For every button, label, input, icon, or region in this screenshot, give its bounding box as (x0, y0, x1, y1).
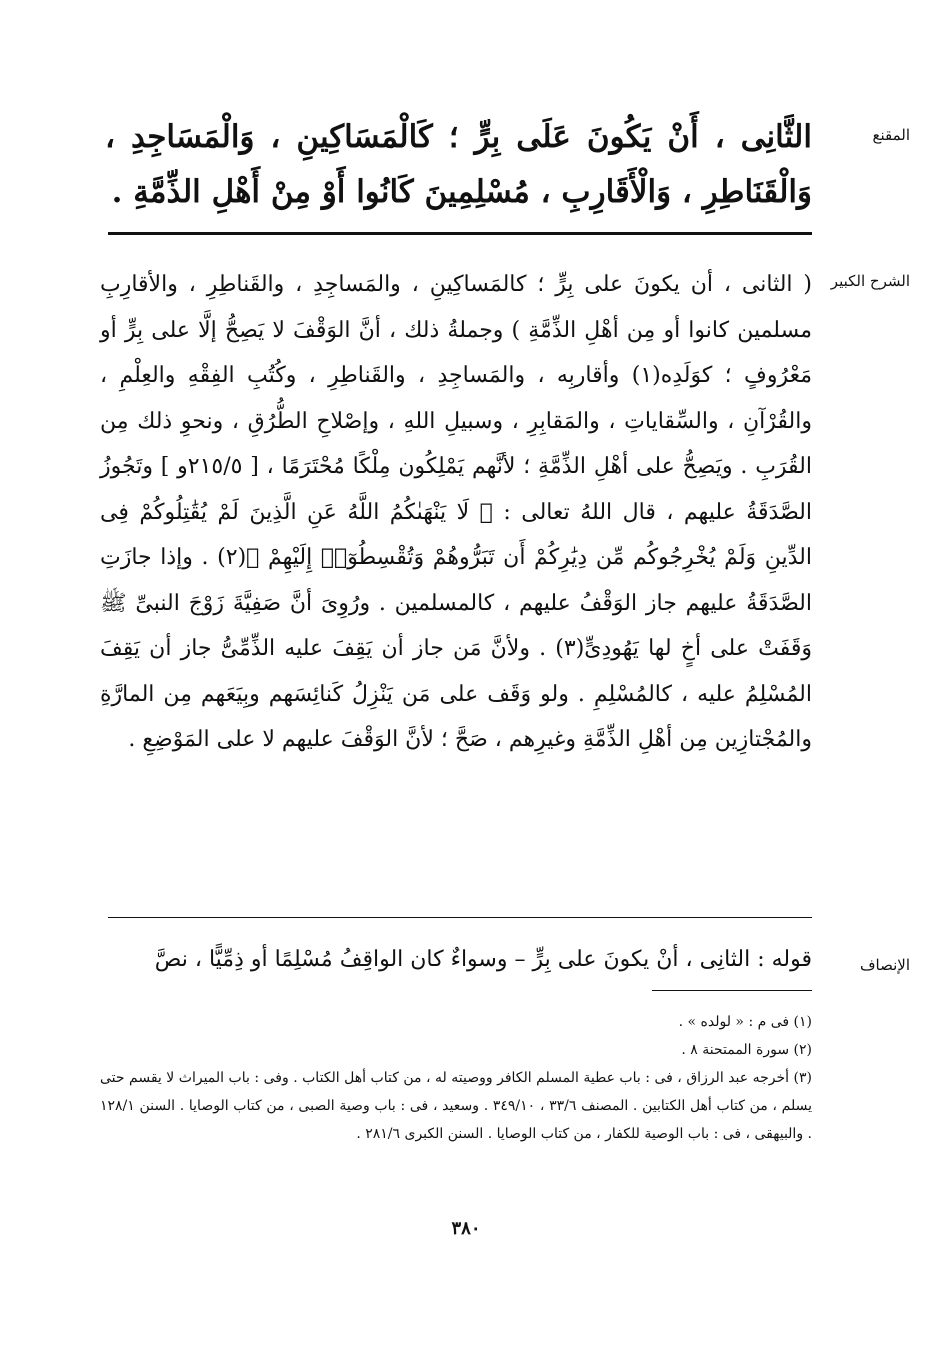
sharh-text: ( الثانى ، أن يكونَ على بِرٍّ ؛ كالمَساكِينِ ، والمَساجِدِ ، والقَناطِرِ ، والأقارِبِ مسلمين كانوا أو مِن أهْلِ الذِّمَّةِ ) وجملةُ ذلك ، أنَّ الوَقْفَ لا يَصِحُّ إلَّا على بِرٍّ أو مَعْرُوفٍ ؛ كوَلَدِه(١) وأقاربِه ، والمَساجِدِ ، والقَناطِرِ ، وكُتُبِ الفِقْهِ والعِلْمِ ، والقُرْآنِ ، والسِّقاياتِ ، والمَقابِرِ ، وسبيلِ اللهِ ، وإصْلاحِ الطُّرُقِ ، ونحوِ ذلك مِن القُرَبِ . ويَصِحُّ على أهْلِ الذِّمَّةِ ؛ لأنَّهم يَمْلِكُون مِلْكًا مُحْتَرَمًا ، [ ٢١٥/٥و ] وتَجُوزُ الصَّدَقَةُ عليهم ، قال اللهُ تعالى : ﴿ لَا يَنْهَىٰكُمُ اللَّهُ عَنِ الَّذِينَ لَمْ يُقَٰتِلُوكُمْ فِى الدِّينِ وَلَمْ يُخْرِجُوكُم مِّن دِيَٰرِكُمْ أَن تَبَرُّوهُمْ وَتُقْسِطُوٓا۟ إِلَيْهِمْ ﴾(٢) . وإذا جازَتِ الصَّدَقَةُ عليهم جاز الوَقْفُ عليهم ، كالمسلمين . ورُوِىَ أنَّ صَفِيَّةَ زَوْجَ النبىِّ ﷺ وَقَفَتْ على أخٍ لها يَهُودِىٍّ(٣) . ولأنَّ مَن جاز أن يَقِفَ عليه الذِّمِّىُّ جاز أن يَقِفَ المُسْلِمُ عليه ، كالمُسْلِمِ . ولو وَقَف على مَن يَنْزِلُ كَنائِسَهم وبِيَعَهم مِن المارَّةِ والمُجْتازِين مِن أهْلِ الذِّمَّةِ وغيرِهم ، صَحَّ ؛ لأنَّ الوَقْفَ عليهم لا على المَوْضِعِ . (100, 272, 812, 752)
label-muqni: المقنع (872, 126, 910, 144)
footnote-1: (١) فى م : « لولده » . (678, 1014, 812, 1030)
label-insaf: الإنصاف (859, 956, 910, 974)
footnote-divider (652, 990, 812, 991)
label-sharh: الشرح الكبير (830, 272, 910, 290)
section-divider-thin (108, 917, 812, 918)
section-divider-thick (108, 232, 812, 235)
insaf-text: قوله : الثانِى ، أنْ يكونَ على بِرٍّ – وسواءٌ كان الواقِفُ مُسْلِمًا أو ذِمِّيًّا ، نصَّ (154, 947, 812, 972)
footnote-3: (٣) أخرجه عبد الرزاق ، فى : باب عطية المسلم الكافر ووصيته له ، من كتاب أهل الكتاب . وفى : باب الميراث لا يقسم حتى يسلم ، من كتاب أهل الكتابين . المصنف ٣٣/٦ ، ٣٤٩/١٠ . وسعيد ، فى : باب وصية الصبى ، من كتاب الوصايا . السنن ١٢٨/١ . والبيهقى ، فى : باب الوصية للكفار ، من كتاب الوصايا . السنن الكبرى ٢٨١/٦ . (100, 1070, 812, 1142)
page-number: ٣٨٠ (451, 1218, 481, 1239)
muqni-text: الثَّانِى ، أَنْ يَكُونَ عَلَى بِرٍّ ؛ كَالْمَسَاكِينِ ، وَالْمَسَاجِدِ ، وَالْقَنَاطِرِ ، وَالْأَقَارِبِ ، مُسْلِمِينَ كَانُوا أَوْ مِنْ أَهْلِ الذِّمَّةِ . (105, 119, 812, 210)
footnote-2: (٢) سورة الممتحنة ٨ . (681, 1042, 812, 1058)
footnotes (100, 1008, 812, 1148)
